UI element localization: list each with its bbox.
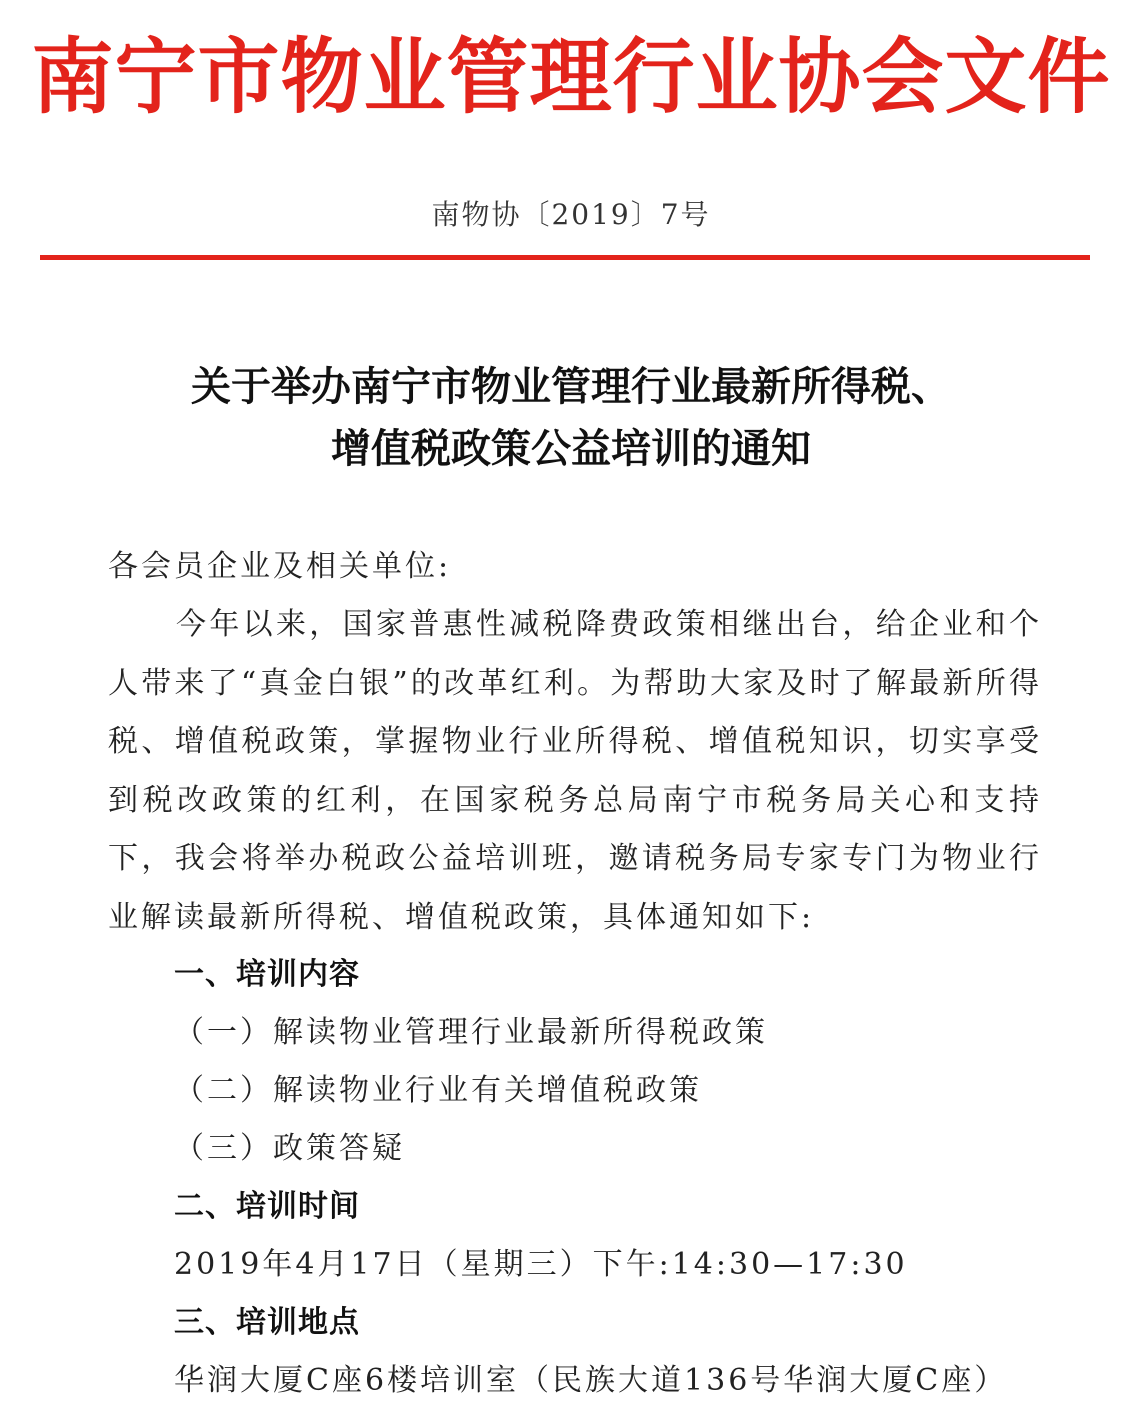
content-item-2: （二）解读物业行业有关增值税政策 (174, 1073, 702, 1108)
notice-title (0, 356, 1142, 480)
section-heading-location: 三、培训地点 (174, 1305, 360, 1340)
notice-title-line-2: 增值税政策公益培训的通知 (331, 426, 811, 472)
section-heading-content: 一、培训内容 (174, 957, 360, 992)
section-heading-time: 二、培训时间 (174, 1189, 360, 1224)
training-time: 2019年4月17日（星期三）下午:14:30—17:30 (174, 1247, 908, 1282)
document-header-title: 南宁市物业管理行业协会文件 (31, 30, 1111, 125)
salutation: 各会员企业及相关单位: (108, 549, 452, 584)
content-item-3: （三）政策答疑 (174, 1131, 405, 1166)
document-number: 南物协〔2019〕7号 (431, 198, 711, 231)
header-divider (40, 255, 1090, 260)
body-paragraph: 今年以来，国家普惠性减税降费政策相继出台，给企业和个人带来了“真金白银”的改革红利。为帮助大家及时了解最新所得税、增值税政策，掌握物业行业所得税、增值税知识，切实享受到税改政策的红利，在国家税务总局南宁市税务局关心和支持下，我会将举办税政公益培训班，邀请税务局专家专门为物业行业解读最新所得税、增值税政策，具体通知如下: (108, 607, 1042, 935)
notice-title-line-1: 关于举办南宁市物业管理行业最新所得税、 (191, 364, 951, 410)
content-item-1: （一）解读物业管理行业最新所得税政策 (174, 1015, 768, 1050)
training-location: 华润大厦C座6楼培训室（民族大道136号华润大厦C座） (174, 1363, 1008, 1398)
